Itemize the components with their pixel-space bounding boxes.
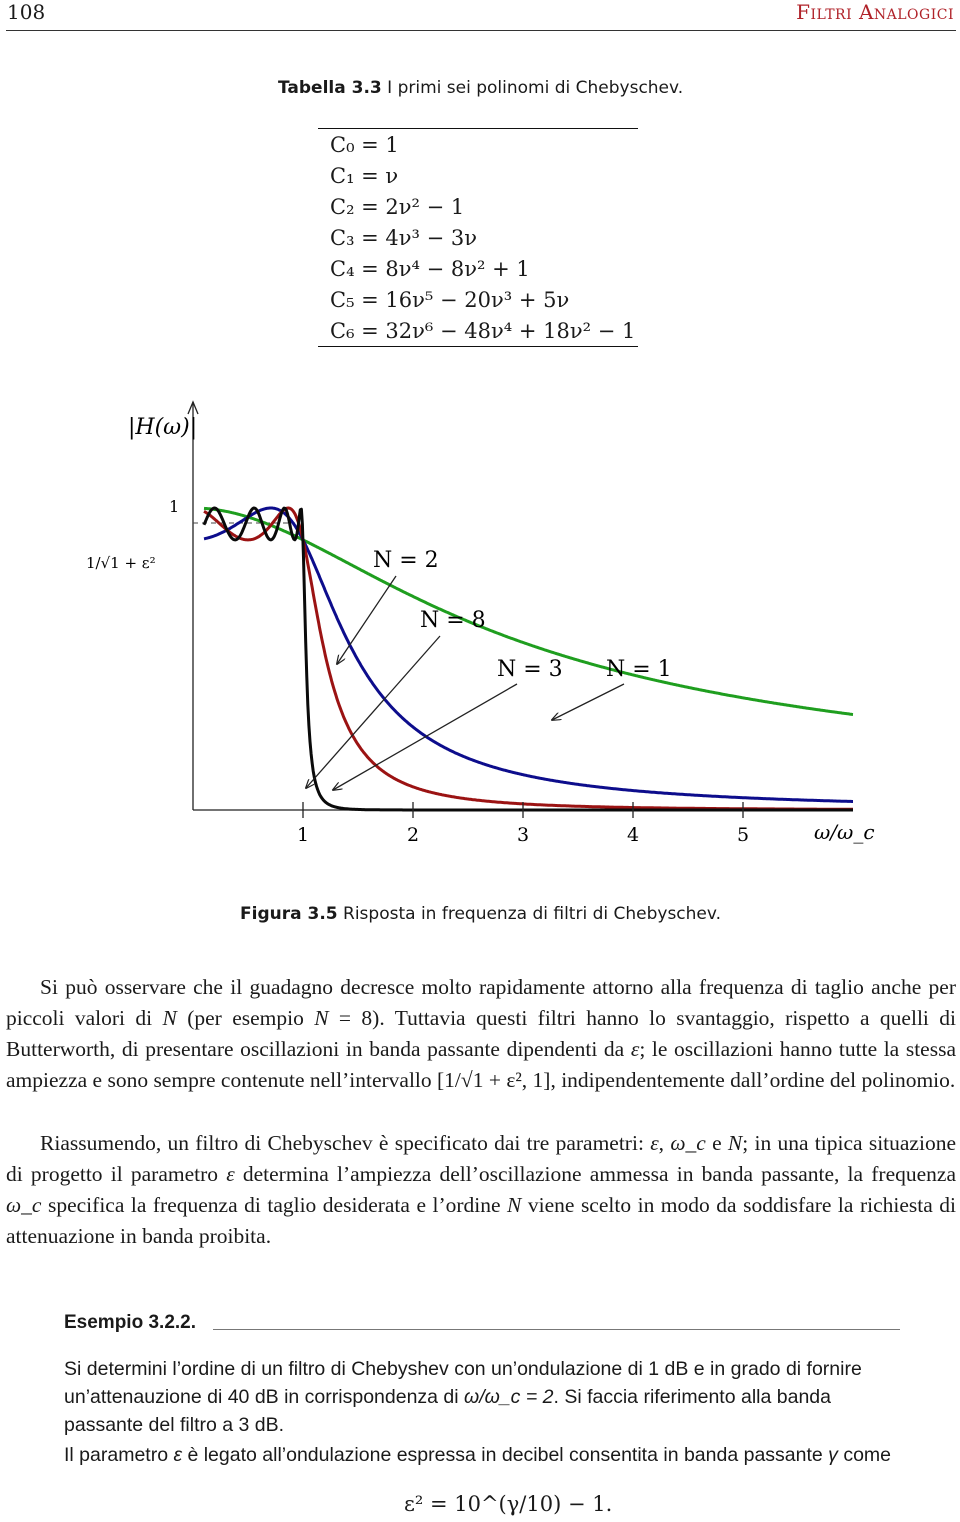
chebyshev-response-figure xyxy=(0,390,960,860)
curve-label-n1: N = 1 xyxy=(606,657,672,682)
text-run: = 8). Tuttavia questi filtri hanno lo svantaggio, rispetto a quelli di Butterworth, di presentare oscillazioni in banda passante dipendenti da xyxy=(6,1006,956,1061)
x-axis-label: ω/ω_c xyxy=(814,820,875,844)
paragraph-1 xyxy=(6,972,956,1096)
curve-n-2 xyxy=(204,508,853,802)
math-n: N xyxy=(162,1006,177,1030)
x-tick-label: 2 xyxy=(407,824,420,846)
math-omega-c: ω_c xyxy=(670,1131,706,1155)
text-run: , xyxy=(658,1131,671,1155)
x-tick-label: 4 xyxy=(627,824,640,846)
text-run: . Si faccia riferimento alla banda passante del filtro a 3 dB. xyxy=(64,1386,831,1436)
y-axis-label: |H(ω)| xyxy=(128,415,198,440)
text-run: Si può osservare che il guadagno decresce molto rapidamente attorno alla frequenza di taglio anche per piccoli valori di xyxy=(6,975,956,1030)
y-ripple-label: 1/√1 + ε² xyxy=(86,554,156,572)
chebyshev-polynomial-table xyxy=(318,128,638,347)
example-equation: ε² = 10^(γ/10) − 1. xyxy=(404,1492,613,1516)
example-solution xyxy=(64,1441,904,1469)
table-caption-text: I primi sei polinomi di Chebyschev. xyxy=(387,78,684,98)
polynomial-row: C₆ = 32ν⁶ − 48ν⁴ + 18ν² − 1 xyxy=(330,319,636,343)
pointer-arrow-n3 xyxy=(333,684,517,790)
math-epsilon: ε xyxy=(650,1131,659,1155)
curve-label-n8: N = 8 xyxy=(420,608,486,633)
running-head: Filtri Analogici xyxy=(796,0,954,24)
text-run: come xyxy=(837,1444,892,1466)
pointer-arrow-n2 xyxy=(337,576,396,664)
math-epsilon: ε xyxy=(226,1162,235,1186)
table-caption-label: Tabella 3.3 xyxy=(278,78,382,98)
math-n: N xyxy=(507,1193,522,1217)
math-gamma: γ xyxy=(828,1444,838,1466)
text-run: determina l’ampiezza dell’oscillazione ammessa in banda passante, la frequenza xyxy=(234,1162,956,1186)
x-tick-label: 1 xyxy=(297,824,310,846)
example-rule xyxy=(213,1329,900,1330)
polynomial-row: C₄ = 8ν⁴ − 8ν² + 1 xyxy=(330,257,530,281)
text-run: ; le oscillazioni hanno tutte la stessa ampiezza e sono sempre contenute nell’intervallo [1/√1 + ε², 1], indipendentemente dall’ordine del polinomio. xyxy=(6,1037,956,1092)
example-heading: Esempio 3.2.2. xyxy=(64,1312,197,1333)
figure-caption-label: Figura 3.5 xyxy=(240,904,338,924)
y-tick-label: 1 xyxy=(169,497,180,516)
polynomial-row: C₃ = 4ν³ − 3ν xyxy=(330,226,478,250)
text-run: Il parametro xyxy=(64,1444,174,1466)
curve-label-n3: N = 3 xyxy=(497,657,563,682)
math-n: N xyxy=(727,1131,743,1155)
text-run: specifica la frequenza di taglio desiderata e l’ordine xyxy=(41,1193,508,1217)
figure-caption-text: Risposta in frequenza di filtri di Chebyschev. xyxy=(343,904,722,924)
x-tick-label: 5 xyxy=(737,824,750,846)
polynomial-row: C₅ = 16ν⁵ − 20ν³ + 5ν xyxy=(330,288,570,312)
text-run: ; in una tipica situazione di progetto il parametro xyxy=(6,1131,956,1186)
page-number: 108 xyxy=(7,0,46,24)
text-run: viene scelto in modo da soddisfare la richiesta di attenuazione in banda proibita. xyxy=(6,1193,956,1248)
pointer-arrow-n1 xyxy=(552,684,624,720)
math-epsilon: ε xyxy=(173,1444,183,1466)
text-run: è legato all’ondulazione espressa in decibel consentita in banda passante xyxy=(182,1444,829,1466)
text-run: Si determini l’ordine di un filtro di Chebyshev con un’ondulazione di 1 dB e in grado di fornire un’attenauzione di 40 dB in corrispondenza di xyxy=(64,1358,862,1408)
example-problem xyxy=(64,1355,904,1439)
math-n: N xyxy=(314,1006,329,1030)
curve-label-n2: N = 2 xyxy=(373,548,439,573)
x-tick-label: 3 xyxy=(517,824,530,846)
paragraph-2 xyxy=(6,1128,956,1252)
text-run: (per esempio xyxy=(176,1006,315,1030)
math-ratio: ω/ω_c = 2 xyxy=(464,1386,554,1408)
polynomial-row: C₀ = 1 xyxy=(330,133,399,157)
text-run: e xyxy=(705,1131,728,1155)
polynomial-row: C₂ = 2ν² − 1 xyxy=(330,195,465,219)
math-epsilon: ε xyxy=(630,1037,640,1061)
text-run: Riassumendo, un filtro di Chebyschev è specificato dai tre parametri: xyxy=(40,1131,651,1155)
table-caption xyxy=(278,78,683,98)
header-rule xyxy=(6,30,956,31)
math-omega-c: ω_c xyxy=(6,1193,42,1217)
figure-caption xyxy=(240,904,721,924)
polynomial-row: C₁ = ν xyxy=(330,164,399,188)
